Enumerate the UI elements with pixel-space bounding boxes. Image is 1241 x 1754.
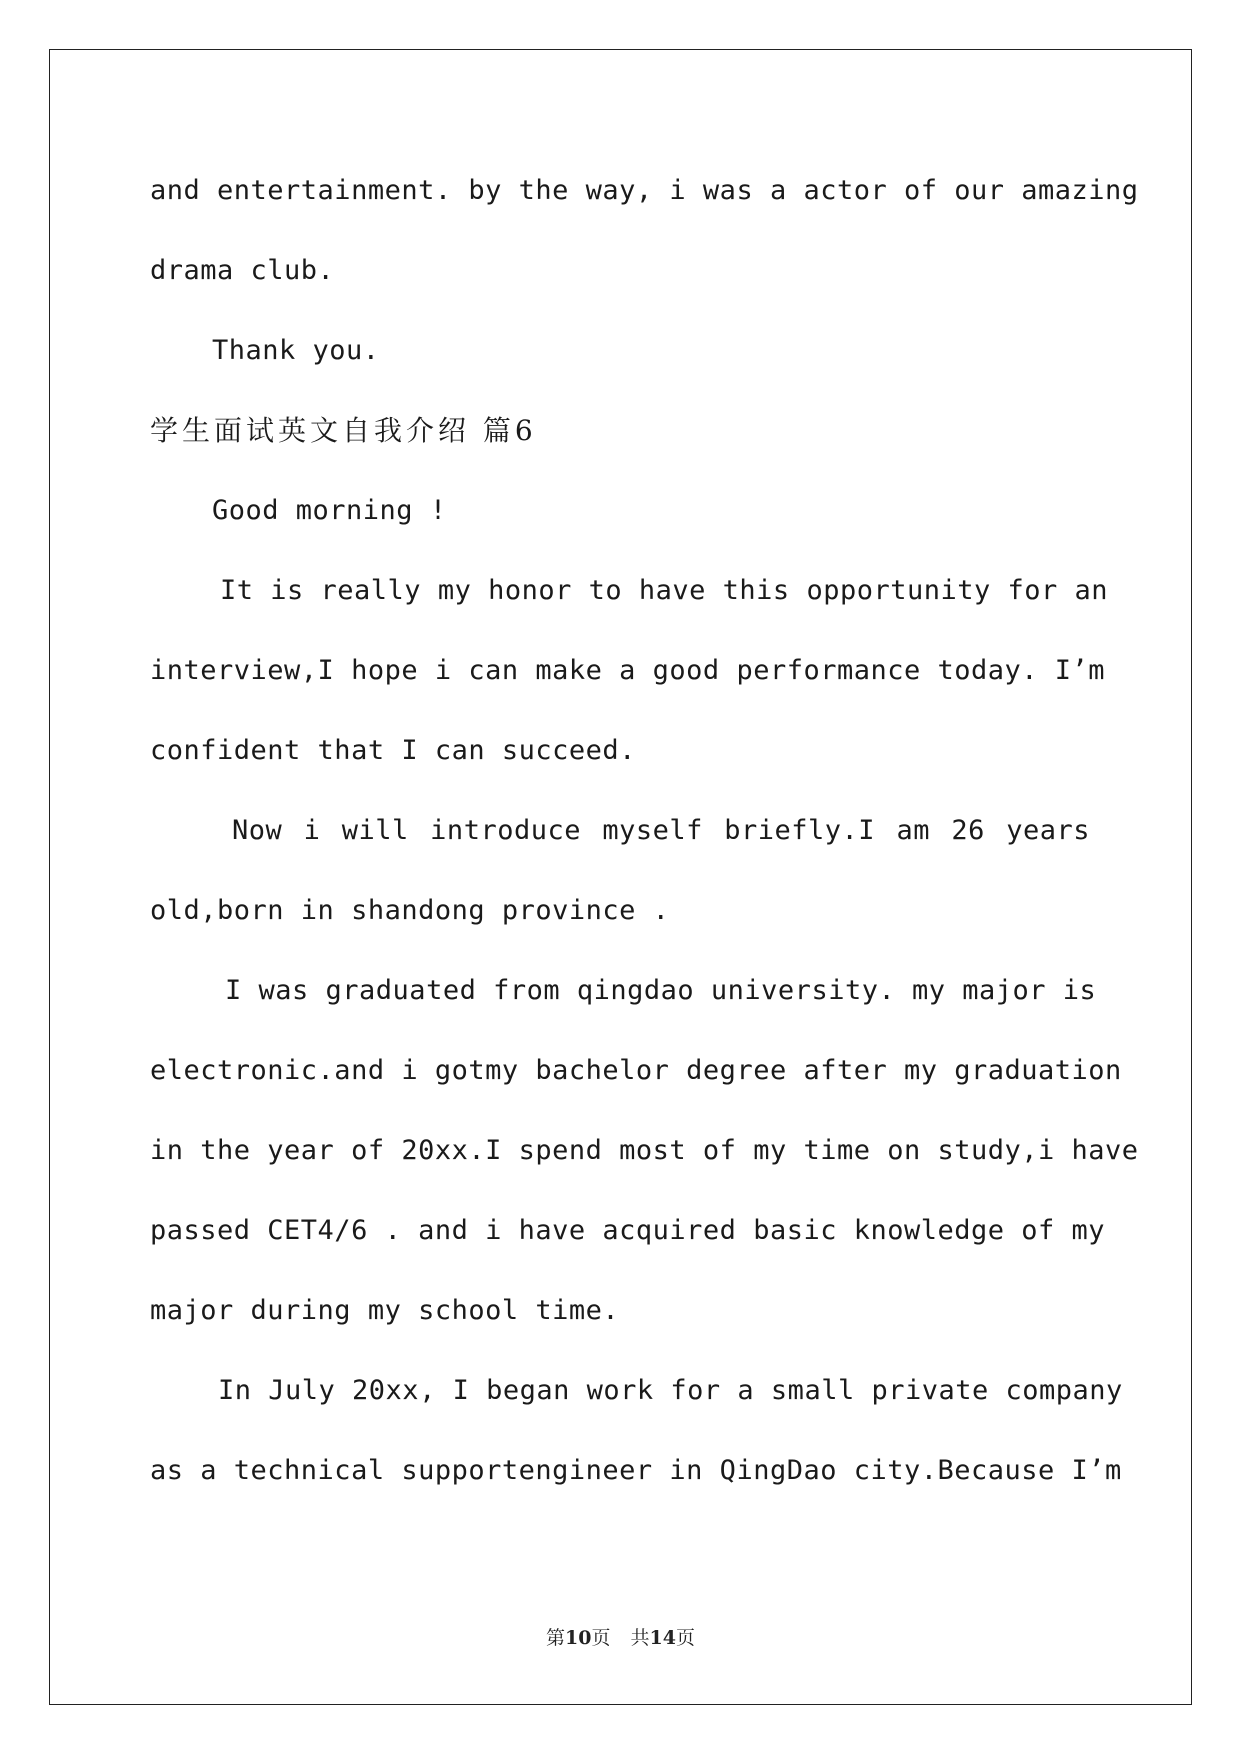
- greeting-line: Good morning !: [212, 495, 447, 526]
- body-line: electronic.and i gotmy bachelor degree after my graduation: [150, 1055, 1122, 1086]
- body-line: passed CET4/6 . and i have acquired basic knowledge of my: [150, 1215, 1106, 1246]
- page-footer: [0, 1623, 1241, 1650]
- body-line: Now i will introduce myself briefly.I am 26 years: [232, 815, 1090, 846]
- closing-line: Thank you.: [212, 335, 380, 366]
- footer-prefix: 第: [546, 1627, 566, 1649]
- body-line: interview,I hope i can make a good performance today. I’m: [150, 655, 1106, 686]
- total-page-number: 14: [649, 1627, 676, 1649]
- footer-total-prefix: 共: [630, 1627, 650, 1649]
- body-line: It is really my honor to have this opportunity for an: [220, 575, 1109, 606]
- body-line: In July 20xx, I began work for a small private company: [218, 1375, 1123, 1406]
- body-line: confident that I can succeed.: [150, 735, 636, 766]
- body-line: I was graduated from qingdao university. my major is: [225, 975, 1097, 1006]
- footer-suffix: 页: [675, 1627, 695, 1649]
- body-line: in the year of 20xx.I spend most of my time on study,i have: [150, 1135, 1139, 1166]
- current-page-number: 10: [565, 1627, 592, 1649]
- body-line: drama club.: [150, 255, 335, 286]
- body-line: major during my school time.: [150, 1295, 620, 1326]
- body-line: and entertainment. by the way, i was a actor of our amazing: [150, 175, 1139, 206]
- section-heading: 学生面试英文自我介绍 篇6: [150, 414, 537, 447]
- body-line: old,born in shandong province .: [150, 895, 670, 926]
- footer-page-label: 页: [591, 1627, 611, 1649]
- body-line: as a technical supportengineer in QingDao city.Because I’m: [150, 1455, 1122, 1486]
